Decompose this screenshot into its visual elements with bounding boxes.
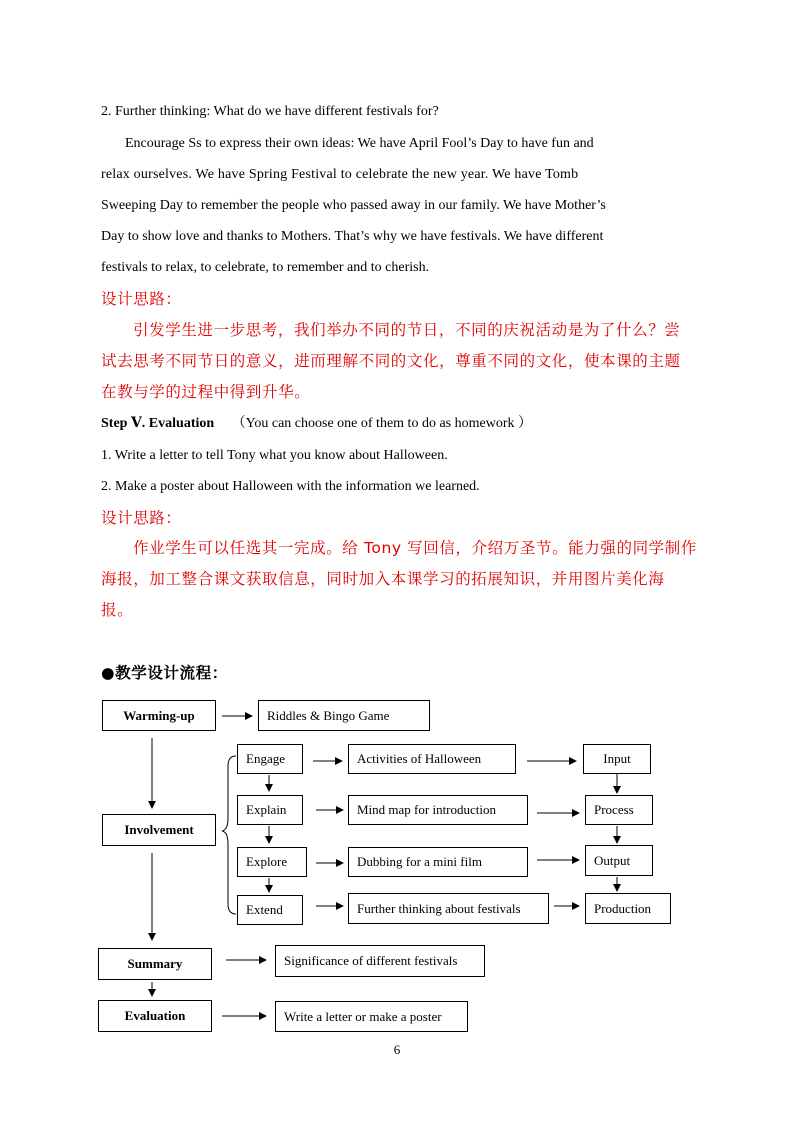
paragraph-line: Sweeping Day to remember the people who passed away in our family. We have Mother’s: [101, 198, 606, 213]
paragraph-line: relax ourselves. We have Spring Festival to celebrate the new year. We have Tomb: [101, 167, 579, 182]
activity-box: Mind map for introduction: [348, 795, 528, 825]
activity-box: Activities of Halloween: [348, 744, 516, 774]
evaluation-text-box: Write a letter or make a poster: [275, 1001, 468, 1032]
design-text-line: 试去思考不同节日的意义，进而理解不同的文化，尊重不同的文化，使本课的主题: [101, 352, 681, 370]
activity-box: Dubbing for a mini film: [348, 847, 528, 877]
design-label: 设计思路：: [101, 509, 182, 527]
design-text-line: 海报，加工整合课文获取信息，同时加入本课学习的拓展知识，并用图片美化海: [101, 570, 665, 588]
design-text-line: 引发学生进一步思考，我们举办不同的节日，不同的庆祝活动是为了什么？尝: [133, 321, 681, 339]
design-text-line: 在教与学的过程中得到升华。: [101, 383, 311, 401]
stage-engage-box: Engage: [237, 744, 303, 774]
section-heading: 2. Further thinking: What do we have different festivals for?: [101, 104, 439, 119]
design-text-line: 报。: [101, 601, 134, 619]
evaluation-box: Evaluation: [98, 1000, 212, 1032]
riddles-box: Riddles & Bingo Game: [258, 700, 430, 731]
warming-up-box: Warming-up: [102, 700, 216, 731]
page-number: 6: [393, 1042, 401, 1057]
outcome-output-box: Output: [585, 845, 653, 876]
step-title: Step Ⅴ. Evaluation: [101, 416, 215, 431]
involvement-box: Involvement: [102, 814, 216, 846]
paragraph-line: Encourage Ss to express their own ideas: We have April Fool’s Day to have fun and: [125, 136, 594, 151]
outcome-process-box: Process: [585, 795, 653, 825]
paragraph-line: festivals to relax, to celebrate, to remember and to cherish.: [101, 260, 430, 275]
homework-item: 1. Write a letter to tell Tony what you know about Halloween.: [101, 448, 448, 463]
design-label: 设计思路：: [101, 290, 182, 308]
stage-explore-box: Explore: [237, 847, 307, 877]
paragraph-line: Day to show love and thanks to Mothers. That’s why we have festivals. We have different: [101, 229, 604, 244]
step-note: （You can choose one of them to do as homework ）: [231, 416, 532, 431]
activity-box: Further thinking about festivals: [348, 893, 549, 924]
stage-explain-box: Explain: [237, 795, 303, 825]
summary-text-box: Significance of different festivals: [275, 945, 485, 977]
outcome-production-box: Production: [585, 893, 671, 924]
outcome-input-box: Input: [583, 744, 651, 774]
design-text-line: 作业学生可以任选其一完成。给 Tony 写回信，介绍万圣节。能力强的同学制作: [133, 539, 697, 557]
stage-extend-box: Extend: [237, 895, 303, 925]
summary-box: Summary: [98, 948, 212, 980]
homework-item: 2. Make a poster about Halloween with the information we learned.: [101, 479, 480, 494]
flow-heading: ●教学设计流程：: [101, 664, 228, 682]
